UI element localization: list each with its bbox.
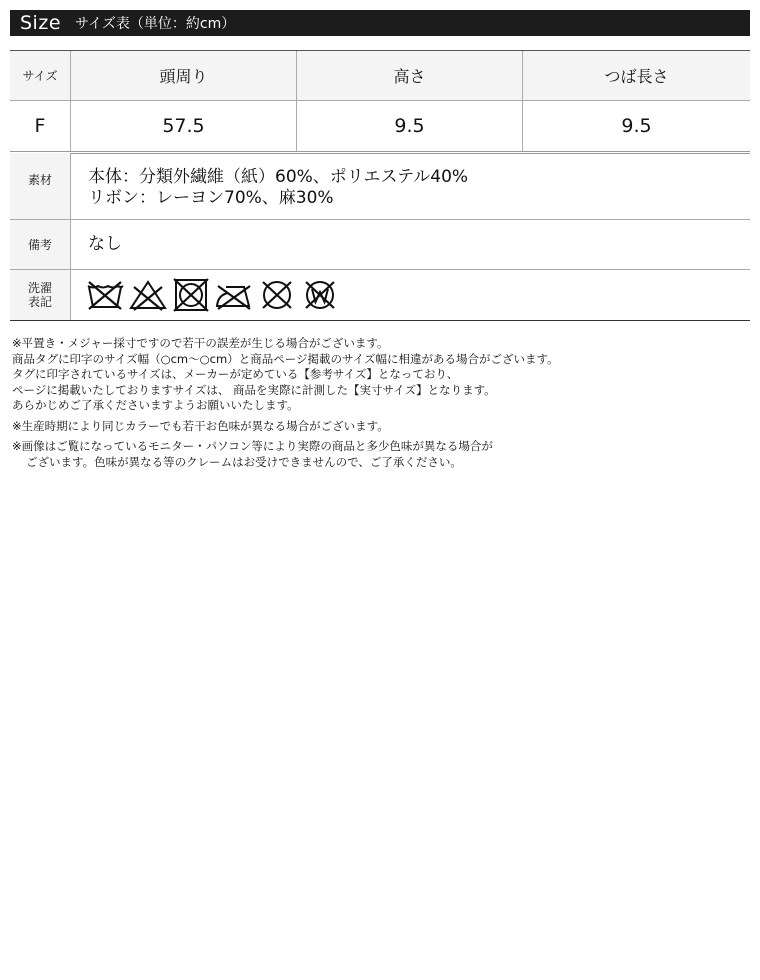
height-value: 9.5 [297,101,523,151]
do-not-dry-clean-icon [257,278,297,312]
size-value: F [10,101,71,151]
size-header-bar [10,10,750,36]
do-not-wet-clean-icon [300,278,340,312]
column-header-size: サイズ [10,51,71,100]
production-color-note: ※生産時期により同じカラーでも若干お色味が異なる場合がございます。 [12,418,389,433]
note-line: ※平置き・メジャー採寸ですので若干の誤差が生じる場合がございます。 [12,336,389,350]
remarks-row [10,220,750,270]
size-table-unit-label: サイズ表（単位：約cm） [75,16,236,32]
note-line: ※画像はご覧になっているモニター・パソコン等により実際の商品と多少色味が異なる場合が [12,439,493,453]
care-label [10,270,71,320]
note-line: ページに掲載いたしておりますサイズは、 商品を実際に計測した【実寸サイズ】となります。 [12,382,496,397]
care-row [10,270,750,320]
remarks-value: なし [88,234,122,254]
material-line-ribbon: リボン：レーヨン70%、麻30% [88,188,334,208]
material-line-body: 本体：分類外繊維（紙）60%、ポリエステル40% [88,167,469,187]
size-heading: Size [20,12,62,34]
product-info-table [10,153,750,321]
do-not-bleach-icon [128,278,168,312]
note-line: あらかじめご了承くださいますようお願いいたします。 [12,398,299,412]
material-row [10,153,750,220]
remarks-label: 備考 [10,220,71,269]
measurement-note [12,336,752,414]
size-table [10,50,750,154]
care-label-line-1: 洗濯 [27,281,52,295]
brim-length-value: 9.5 [621,115,652,137]
do-not-wash-icon [85,278,125,312]
note-line: 商品タグに印字のサイズ幅（○cm〜○cm）と商品ページ掲載のサイズ幅に相違がある場合がございます。 [12,351,559,366]
monitor-color-note [12,439,752,470]
disclaimer-notes [12,336,752,470]
column-header-height: 高さ [297,51,523,100]
note-line: ございます。色味が異なる等のクレームはお受けできませんので、ご了承ください。 [26,454,462,469]
care-label-line-2: 表記 [27,295,52,309]
note-line: タグに印字されているサイズは、メーカーが定めている【参考サイズ】となっており、 [12,367,459,381]
care-symbols [71,270,750,320]
material-label: 素材 [10,153,71,219]
do-not-iron-icon [214,278,254,312]
do-not-tumble-dry-icon [171,278,211,312]
material-value [71,153,750,219]
column-header-head-circumference: 頭周り [71,51,297,100]
column-header-brim-length: つば長さ [604,67,669,86]
head-circumference-value: 57.5 [71,101,297,151]
table-row [10,101,750,151]
size-table-header-row [10,51,750,101]
